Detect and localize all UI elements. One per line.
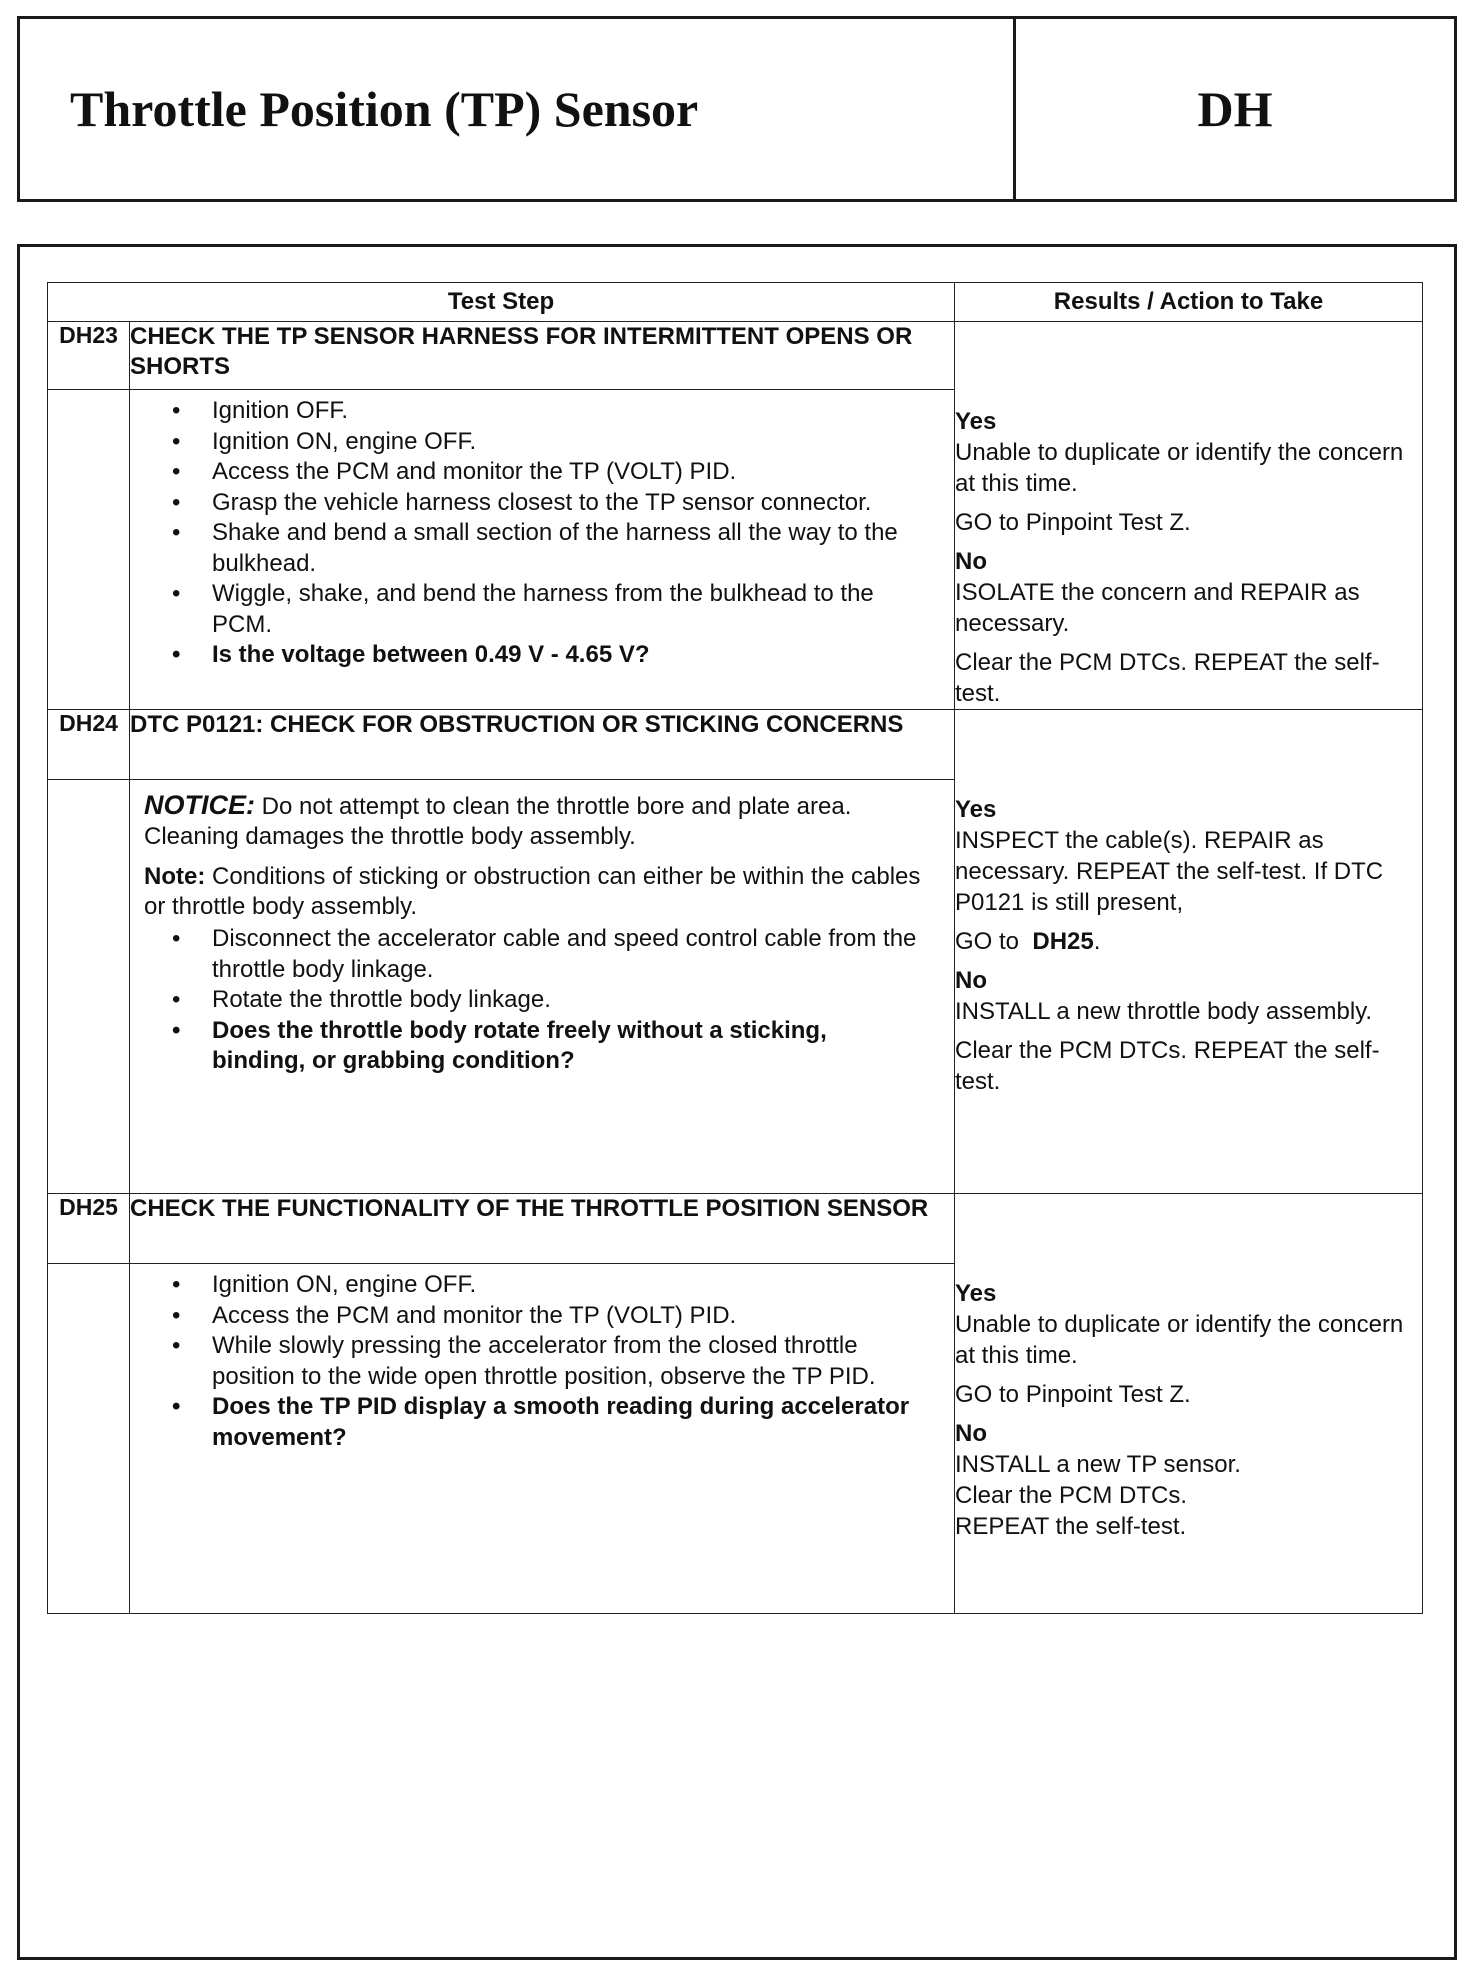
goto-end: .: [1093, 928, 1101, 955]
step-list-dh23: [130, 396, 954, 671]
step-id-dh23: DH23: [48, 322, 130, 390]
step-title-dh23: CHECK THE TP SENSOR HARNESS FOR INTERMITTENT OPENS OR SHORTS: [130, 322, 955, 390]
result-no-text: INSTALL a new throttle body assembly.: [955, 998, 1373, 1025]
result-yes-text: Unable to duplicate or identify the concern at this time.: [955, 1311, 1404, 1369]
list-item-question: • Is the voltage between 0.49 V - 4.65 V?: [170, 640, 924, 671]
step-title-row-dh24: [48, 710, 1423, 780]
step-title-dh24: DTC P0121: CHECK FOR OBSTRUCTION OR STICKING CONCERNS: [130, 710, 955, 780]
list-item: • Ignition ON, engine OFF.: [170, 427, 924, 458]
step-id-dh24: DH24: [48, 710, 130, 780]
result-no-label: No: [955, 967, 987, 994]
step-list-dh25: [130, 1270, 954, 1453]
result-yes-label: Yes: [955, 796, 997, 823]
list-item: • Access the PCM and monitor the TP (VOLT) PID.: [170, 1301, 924, 1332]
result-yes-action: GO to Pinpoint Test Z.: [955, 1381, 1191, 1408]
note-label: Note:: [144, 863, 206, 890]
list-item: • While slowly pressing the accelerator from the closed throttle position to the wide open throttle position, observe the TP PID.: [170, 1331, 924, 1392]
result-yes-label: Yes: [955, 1280, 997, 1307]
notice-label: NOTICE:: [144, 790, 255, 820]
goto-ref: DH25: [1032, 928, 1094, 955]
page-header: [17, 16, 1457, 202]
list-item-question: • Does the TP PID display a smooth reading during accelerator movement?: [170, 1392, 924, 1453]
result-no-label: No: [955, 548, 987, 575]
note-paragraph: [130, 862, 954, 922]
step-list-dh24: [130, 924, 954, 1077]
list-item: • Disconnect the accelerator cable and speed control cable from the throttle body linkage.: [170, 924, 924, 985]
step-title-dh25: CHECK THE FUNCTIONALITY OF THE THROTTLE POSITION SENSOR: [130, 1194, 955, 1264]
list-item-question: • Does the throttle body rotate freely without a sticking, binding, or grabbing condition?: [170, 1016, 924, 1077]
step-id-dh25: DH25: [48, 1194, 130, 1264]
step-title-row-dh23: [48, 322, 1423, 390]
list-item: • Grasp the vehicle harness closest to the TP sensor connector.: [170, 488, 924, 519]
step-result-dh23: [955, 322, 1423, 710]
step-result-dh24: [955, 710, 1423, 1194]
goto-text: GO to: [955, 928, 1026, 955]
result-no-action: Clear the PCM DTCs. REPEAT the self-test.: [955, 1037, 1380, 1095]
list-item: • Access the PCM and monitor the TP (VOLT) PID.: [170, 457, 924, 488]
result-yes-text: INSPECT the cable(s). REPAIR as necessary. REPEAT the self-test. If DTC P0121 is still present,: [955, 827, 1384, 916]
result-no-action-2: REPEAT the self-test.: [955, 1513, 1187, 1540]
test-step-table: [47, 282, 1423, 1614]
result-no-text: ISOLATE the concern and REPAIR as necessary.: [955, 579, 1360, 637]
result-yes-goto: [955, 926, 1422, 957]
step-body-dh24: [130, 780, 955, 1194]
step-result-dh25: [955, 1194, 1423, 1614]
note-text: Conditions of sticking or obstruction can either be within the cables or throttle body assembly.: [144, 863, 921, 920]
result-yes-action: GO to Pinpoint Test Z.: [955, 509, 1191, 536]
step-body-dh23: [130, 390, 955, 710]
result-yes-label: Yes: [955, 408, 997, 435]
step-body-dh25: [130, 1264, 955, 1614]
result-no-action-1: Clear the PCM DTCs.: [955, 1482, 1188, 1509]
list-item: • Ignition ON, engine OFF.: [170, 1270, 924, 1301]
section-code: DH: [1197, 81, 1273, 137]
step-title-row-dh25: [48, 1194, 1423, 1264]
list-item: • Rotate the throttle body linkage.: [170, 985, 924, 1016]
column-header-results: Results / Action to Take: [955, 283, 1423, 322]
notice-text: Do not attempt to clean the throttle bore and plate area. Cleaning damages the throttle body assembly.: [144, 793, 852, 850]
result-no-label: No: [955, 1420, 987, 1447]
result-no-action: Clear the PCM DTCs. REPEAT the self-test.: [955, 649, 1380, 707]
list-item: • Ignition OFF.: [170, 396, 924, 427]
list-item: • Shake and bend a small section of the harness all the way to the bulkhead.: [170, 518, 924, 579]
page-title: Throttle Position (TP) Sensor: [20, 19, 1016, 199]
result-no-text: INSTALL a new TP sensor.: [955, 1451, 1241, 1478]
column-header-test-step: Test Step: [48, 283, 955, 322]
list-item: • Wiggle, shake, and bend the harness from the bulkhead to the PCM.: [170, 579, 924, 640]
notice-paragraph: [130, 790, 954, 852]
table-header-row: [48, 283, 1423, 322]
result-yes-text: Unable to duplicate or identify the concern at this time.: [955, 439, 1404, 497]
